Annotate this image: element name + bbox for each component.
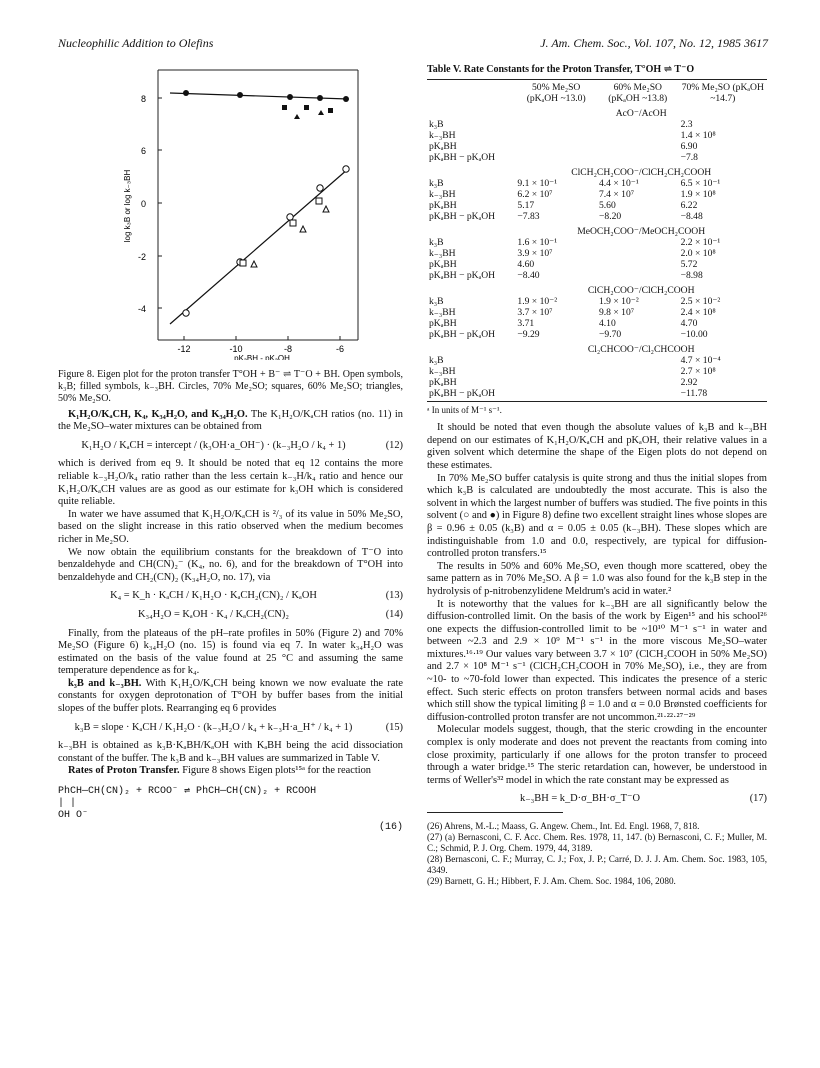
table-cell: 2.0 × 10⁸ xyxy=(680,247,716,259)
table-row-label: pKₐBH xyxy=(429,317,457,329)
table-cell: 3.7 × 10⁷ xyxy=(517,306,553,318)
table-cell: 4.60 xyxy=(517,258,535,270)
table-cell: 2.2 × 10⁻¹ xyxy=(680,236,721,248)
point-filled-circle xyxy=(287,94,293,100)
table-col-header: 70% Me₂SO (pKₐOH ~14.7) xyxy=(681,81,764,104)
table-row-label: k₃B xyxy=(429,236,444,248)
table-cell: −8.48 xyxy=(680,210,703,222)
paragraph: With K₁H₂O/KₐCH being known we now evaluate the rate constants for oxygen deprotonation of T°OH by buffer bases from the initial slopes of the buffer plots. Rearranging eq 6 provides xyxy=(58,677,403,715)
table-cell xyxy=(597,355,679,366)
table-body xyxy=(427,104,767,399)
section-heading: Rates of Proton Transfer. xyxy=(68,765,180,777)
table-cell: 1.6 × 10⁻¹ xyxy=(517,236,558,248)
y-tick-6: 6 xyxy=(140,146,146,156)
table-row-label: k₃B xyxy=(429,354,444,366)
equation-number: (17) xyxy=(749,793,767,805)
table-cell xyxy=(515,152,597,163)
table-group-row xyxy=(427,104,767,119)
x-tick-m12: -12 xyxy=(177,344,191,354)
table-cell: 4.7 × 10⁻⁴ xyxy=(680,354,721,366)
table-row-label: k₃B xyxy=(429,295,444,307)
table-cell xyxy=(597,377,679,388)
table-row-label: pKₐBH xyxy=(429,258,457,270)
table-cell xyxy=(597,152,679,163)
table-cell xyxy=(515,388,597,399)
table-cell: 2.4 × 10⁸ xyxy=(680,306,716,318)
table-cell: 1.9 × 10⁻² xyxy=(517,295,558,307)
table-row xyxy=(427,318,767,329)
table-row-label: pKₐBH xyxy=(429,199,457,211)
equation-body: K₄ = K_h · KₐCH / K₁H₂O · KₐCH₂(CN)₂ / KₐOH xyxy=(110,590,317,602)
equation-body: K₃₄H₂O = KₐOH · K₄ / KₐCH₂(CN)₂ xyxy=(137,608,290,620)
table-row xyxy=(427,200,767,211)
table-col-header: 50% Me₂SO (pKₐOH ~13.0) xyxy=(526,81,586,104)
equation-body: K₁H₂O / KₐCH = intercept / (k₃OH·a_OH⁻) · (k₋₃H₂O / k₄ + 1) xyxy=(81,439,346,451)
paragraph: which is derived from eq 9. It should be noted that eq 12 contains the more reliable k₋₃H₂O/k₄ ratio rather than the less certain k₋₃H/k₄ ratio and hence our K₁H₂O/KₐCH values are as good as our estimate for k₃OH which is considered quite reliable. xyxy=(58,458,403,508)
table-row xyxy=(427,189,767,200)
table-cell: −11.78 xyxy=(680,387,708,399)
equation-15 xyxy=(58,722,403,735)
table-v xyxy=(427,82,767,399)
table-row xyxy=(427,130,767,141)
paragraph: Finally, from the plateaus of the pH–rate profiles in 50% (Figure 2) and 70% Me₂SO (Figure 6) k₃₄H₂O (no. 15) is found via eq 7. In water k₃₄H₂O was estimated on the basis of the value found at 25 °C and assuming the same temperature dependence as for k₄. xyxy=(58,627,403,677)
table-row-label: pKₐBH − pKₐOH xyxy=(429,328,496,340)
table-cell: 3.9 × 10⁷ xyxy=(517,247,553,259)
section-heading: k₃B and k₋₃BH. xyxy=(68,677,142,689)
running-header-right: J. Am. Chem. Soc., Vol. 107, No. 12, 1985 3617 xyxy=(540,36,768,50)
x-axis-label: pKₐBH - pKₐOH xyxy=(234,354,290,360)
table-row xyxy=(427,259,767,270)
table-row-label: k₃B xyxy=(429,177,444,189)
table-row xyxy=(427,152,767,163)
table-group-label: ClCH₂COO⁻/ClCH₂COOH xyxy=(587,284,695,296)
equation-12 xyxy=(58,440,403,453)
paragraph: The results in 50% and 60% Me₂SO, even though more scattered, obey the same pattern as in 70% Me₂SO. A β = 1.0 was also found for the k₃B step in the hydrolysis of p-nitrobenzylidene Meldrum's acid in water.² xyxy=(427,560,767,597)
table-group-label: Cl₂CHCOO⁻/Cl₂CHCOOH xyxy=(587,343,695,355)
table-row xyxy=(427,270,767,281)
y-tick-m2: -2 xyxy=(137,252,146,262)
point-filled-circle xyxy=(343,96,349,102)
equation-body: k₋₃BH = k_D·σ_BH·σ_T⁻O xyxy=(520,793,640,805)
table-row xyxy=(427,388,767,399)
table-cell: 5.60 xyxy=(598,199,616,211)
point-filled-square xyxy=(328,108,333,113)
paragraph: It is noteworthy that the values for k₋₃BH are all significantly below the diffusion-controlled limit. On the basis of the work by Eigen¹⁵ and his school²⁶ one expects the diffusion-controlled limit to be ~10¹⁰ M⁻¹ s⁻¹ in water and between ~2.3 and 2.9 × 10⁹ M⁻¹ s⁻¹ in the more viscous Me₂SO–water mixtures.¹⁶·¹⁹ Our values vary between 3.7 × 10⁷ (ClCH₂COOH in 50% Me₂SO) and 2.7 × 10⁸ M⁻¹ s⁻¹ (ClCH₂CH₂COOH in 70% Me₂SO), i.e., they are from ~10- to ~70-fold lower than expected. This indicates the presence of a steric effect. Such steric effects on proton transfers between normal acids and bases which still show the typical limiting β = 1.0 and α = 0.0 Brønsted coefficients for diffusion-controlled proton transfer are not uncommon.²¹·²²·²⁷⁻²⁹ xyxy=(427,598,767,723)
paragraph: The K₁H₂O/KₐCH ratios (no. 11) in the Me₂SO–water mixtures can be obtained from xyxy=(58,408,403,433)
equation-body: k₃B = slope · KₐCH / K₁H₂O · (k₋₃H₂O / k₄ + k₋₃H·a_H⁺ / k₄ + 1) xyxy=(74,721,353,733)
table-row-label: k₋₃BH xyxy=(429,247,456,259)
table-cell xyxy=(597,270,679,281)
table-row-label: k₋₃BH xyxy=(429,365,456,377)
table-cell: −8.20 xyxy=(598,210,622,222)
table-cell: 2.3 xyxy=(680,118,693,130)
table-row-label: k₋₃BH xyxy=(429,188,456,200)
table-row xyxy=(427,296,767,307)
table-cell: 1.9 × 10⁸ xyxy=(680,188,716,200)
table-cell: −8.98 xyxy=(680,269,703,281)
table-cell: −9.70 xyxy=(598,328,622,340)
table-cell: 6.90 xyxy=(680,140,698,152)
equation-number: (12) xyxy=(385,439,403,451)
table-group-row xyxy=(427,340,767,355)
table-cell: 4.10 xyxy=(598,317,616,329)
table-cell: 6.5 × 10⁻¹ xyxy=(680,177,721,189)
point-open-triangle xyxy=(300,226,306,232)
table-row-label: pKₐBH − pKₐOH xyxy=(429,210,496,222)
table-row xyxy=(427,366,767,377)
table-cell: 2.92 xyxy=(680,376,698,388)
table-header-row xyxy=(427,82,767,104)
table-row xyxy=(427,355,767,366)
table-cell: 5.72 xyxy=(680,258,698,270)
equation-number: (15) xyxy=(385,721,403,733)
table-cell: 9.8 × 10⁷ xyxy=(598,306,635,318)
figure-caption: Figure 8. Eigen plot for the proton transfer T°OH + B⁻ ⇌ T⁻O + BH. Open symbols, k₃B; filled symbols, k₋₃BH. Circles, 70% Me₂SO; squares, 60% Me₂SO; triangles, 50% Me₂SO. xyxy=(58,368,403,404)
reaction-line: | | xyxy=(58,798,77,810)
y-axis-label: log k₃B or log k₋₃BH xyxy=(123,169,132,243)
point-filled-square xyxy=(282,105,287,110)
references xyxy=(427,821,767,887)
table-row xyxy=(427,237,767,248)
table-row xyxy=(427,248,767,259)
y-tick-0: 0 xyxy=(140,199,146,209)
table-row-label: k₋₃BH xyxy=(429,306,456,318)
fit-line-k3B xyxy=(170,169,348,324)
x-tick-m8: -8 xyxy=(283,344,293,354)
point-open-triangle xyxy=(251,261,257,267)
table-cell xyxy=(597,248,679,259)
point-open-circle xyxy=(343,166,349,172)
table-cell xyxy=(515,141,597,152)
paragraph: It should be noted that even though the absolute values of k₃B and k₋₃BH depend on our estimates of K₁H₂O/KₐCH and pKₐOH, their relative values in a given solvent which determine the shape of the Eigen plots do not depend on these estimates. xyxy=(427,422,767,471)
table-cell: 4.70 xyxy=(680,317,698,329)
table-cell: −7.83 xyxy=(517,210,540,222)
table-cell: 6.22 xyxy=(680,199,698,211)
point-filled-triangle xyxy=(294,114,300,119)
x-tick-m10: -10 xyxy=(229,344,243,354)
table-footnote: ᵃ In units of M⁻¹ s⁻¹. xyxy=(427,404,502,415)
table-row-label: pKₐBH xyxy=(429,376,457,388)
table-row xyxy=(427,211,767,222)
table-cell: 2.5 × 10⁻² xyxy=(680,295,721,307)
reference: (27) (a) Bernasconi, C. F. Acc. Chem. Res. 1978, 11, 147. (b) Bernasconi, C. F.; Muller, M. C.; Schmid, P. J. Org. Chem. 1979, 44, 3189. xyxy=(427,832,767,853)
figure-8-eigen-plot xyxy=(58,64,398,360)
paragraph: In water we have assumed that K₁H₂O/KₐCH is ²/₃ of its value in 50% Me₂SO, based on the slight increase in this ratio observed when the medium becomes richer in Me₂SO. xyxy=(58,508,403,545)
table-cell xyxy=(515,377,597,388)
table-cell: 5.17 xyxy=(517,199,535,211)
point-open-circle xyxy=(287,214,293,220)
reference: (29) Barnett, G. H.; Hibbert, F. J. Am. Chem. Soc. 1984, 106, 2080. xyxy=(427,876,676,886)
point-open-square xyxy=(316,198,322,204)
table-row-label: k₃B xyxy=(429,118,444,130)
table-row-label: pKₐBH − pKₐOH xyxy=(429,151,496,163)
table-group-row xyxy=(427,163,767,178)
table-group-row xyxy=(427,281,767,296)
table-cell: 1.4 × 10⁸ xyxy=(680,129,716,141)
table-title: Table V. Rate Constants for the Proton Transfer, T°OH ⇌ T⁻O xyxy=(427,64,695,75)
x-tick-m6: -6 xyxy=(335,344,345,354)
table-cell xyxy=(597,237,679,248)
table-cell: 4.4 × 10⁻¹ xyxy=(598,177,639,189)
table-cell xyxy=(597,130,679,141)
table-row xyxy=(427,119,767,130)
paragraph: In 70% Me₂SO buffer catalysis is quite strong and thus the initial slopes from which k₃B is calculated are undoubtedly the most accurate. This is also the solvent in which the largest number of buffers was studied. The five points in this solvent (○ and ●) in Figure 8) define two excellent straight lines whose slopes are β = 0.96 ± 0.05 (k₃B) and α = 0.05 ± 0.05 (k₋₃BH). These slopes which are indistinguishable from 1.0 and 0.0, respectively, are typical for diffusion-controlled proton transfers.¹⁵ xyxy=(427,472,767,560)
table-cell: −10.00 xyxy=(680,328,708,340)
equation-number: (16) xyxy=(378,822,403,834)
table-rule xyxy=(427,401,767,402)
table-row-label: pKₐBH − pKₐOH xyxy=(429,387,496,399)
equation-14 xyxy=(58,609,403,622)
table-cell: −7.8 xyxy=(680,151,698,163)
y-tick-8: 8 xyxy=(140,94,146,104)
point-filled-circle xyxy=(183,90,189,96)
table-cell: 2.7 × 10⁸ xyxy=(680,365,716,377)
point-open-square xyxy=(290,220,296,226)
table-row-label: pKₐBH − pKₐOH xyxy=(429,269,496,281)
reaction-line: OH O⁻ xyxy=(58,810,89,822)
left-column xyxy=(58,64,403,834)
table-cell: 9.1 × 10⁻¹ xyxy=(517,177,558,189)
point-open-square xyxy=(240,260,246,266)
x-ticks xyxy=(184,336,340,340)
table-row xyxy=(427,178,767,189)
table-cell: 6.2 × 10⁷ xyxy=(517,188,553,200)
reaction-scheme xyxy=(58,786,403,834)
point-filled-circle xyxy=(317,95,323,101)
point-filled-triangle xyxy=(318,110,324,115)
equation-17 xyxy=(427,793,767,806)
table-cell xyxy=(597,141,679,152)
reaction-line: PhCH—CH(CN)₂ + RCOO⁻ ⇌ PhCH—CH(CN)₂ + RCOOH xyxy=(58,786,317,798)
equation-number: (14) xyxy=(385,608,403,620)
reference: (28) Bernasconi, C. F.; Murray, C. J.; Fox, J. P.; Carré, D. J. J. Am. Chem. Soc. 1983, 105, 4349. xyxy=(427,854,767,875)
table-row-label: pKₐBH xyxy=(429,140,457,152)
right-column xyxy=(427,64,767,887)
table-cell xyxy=(597,366,679,377)
paragraph: Figure 8 shows Eigen plots¹⁵ᵃ for the reaction xyxy=(182,765,371,777)
point-filled-square xyxy=(304,105,309,110)
table-group-row xyxy=(427,222,767,237)
table-cell xyxy=(515,119,597,130)
table-col-header: 60% Me₂SO (pKₐOH ~13.8) xyxy=(608,81,668,104)
table-cell: −9.29 xyxy=(517,328,540,340)
table-cell xyxy=(597,119,679,130)
table-group-label: MeOCH₂COO⁻/MeOCH₂COOH xyxy=(577,225,706,237)
table-row-label: k₋₃BH xyxy=(429,129,456,141)
table-cell: 3.71 xyxy=(517,317,535,329)
paragraph: We now obtain the equilibrium constants for the breakdown of T⁻O into benzaldehyde and CH(CN)₂⁻ (K₄, no. 6), and for the breakdown of T°OH into benzaldehyde and CH₂(CN)₂ (K₃₄H₂O, no. 17), via xyxy=(58,546,403,583)
point-open-circle xyxy=(183,310,189,316)
table-cell xyxy=(597,388,679,399)
table-row xyxy=(427,329,767,340)
running-header-left: Nucleophilic Addition to Olefins xyxy=(58,36,214,50)
table-cell xyxy=(515,130,597,141)
table-cell xyxy=(515,366,597,377)
table-group-label: ClCH₂CH₂COO⁻/ClCH₂CH₂COOH xyxy=(571,166,712,178)
paragraph: Molecular models suggest, though, that the steric crowding in the encounter complex is only moderate and does not prevent the reactants from coming into close proximity, particularly if one allows for the proton transfer to proceed through a water bridge.¹⁵ The steric retardation can, however, be understood in terms of Weller's³² model in which the rate constant may be expressed as xyxy=(427,724,767,786)
paragraph: k₋₃BH is obtained as k₃B·KₐBH/KₐOH with KₐBH being the acid dissociation constant of the buffer. The k₃B and k₋₃BH values are summarized in Table V. xyxy=(58,740,403,764)
y-tick-m4: -4 xyxy=(137,304,146,314)
table-rule xyxy=(427,79,767,80)
table-group-label: AcO⁻/AcOH xyxy=(615,107,667,119)
table-cell: 7.4 × 10⁷ xyxy=(598,188,635,200)
table-row xyxy=(427,377,767,388)
point-open-triangle xyxy=(323,206,329,212)
y-ticks xyxy=(158,98,162,308)
equation-13 xyxy=(58,590,403,603)
table-row xyxy=(427,141,767,152)
section-heading: K₁H₂O/KₐCH, K₄, K₃₄H₂O, and K₃₄H₂O. xyxy=(68,408,248,420)
table-cell xyxy=(597,259,679,270)
reference: (26) Ahrens, M.-L.; Maass, G. Angew. Chem., Int. Ed. Engl. 1968, 7, 818. xyxy=(427,821,700,831)
table-cell xyxy=(515,355,597,366)
footnote-rule xyxy=(427,812,563,813)
table-cell: −8.40 xyxy=(517,269,540,281)
point-filled-circle xyxy=(237,92,243,98)
table-cell: 1.9 × 10⁻² xyxy=(598,295,639,307)
point-open-circle xyxy=(317,185,323,191)
equation-number: (13) xyxy=(385,590,403,602)
table-row xyxy=(427,307,767,318)
